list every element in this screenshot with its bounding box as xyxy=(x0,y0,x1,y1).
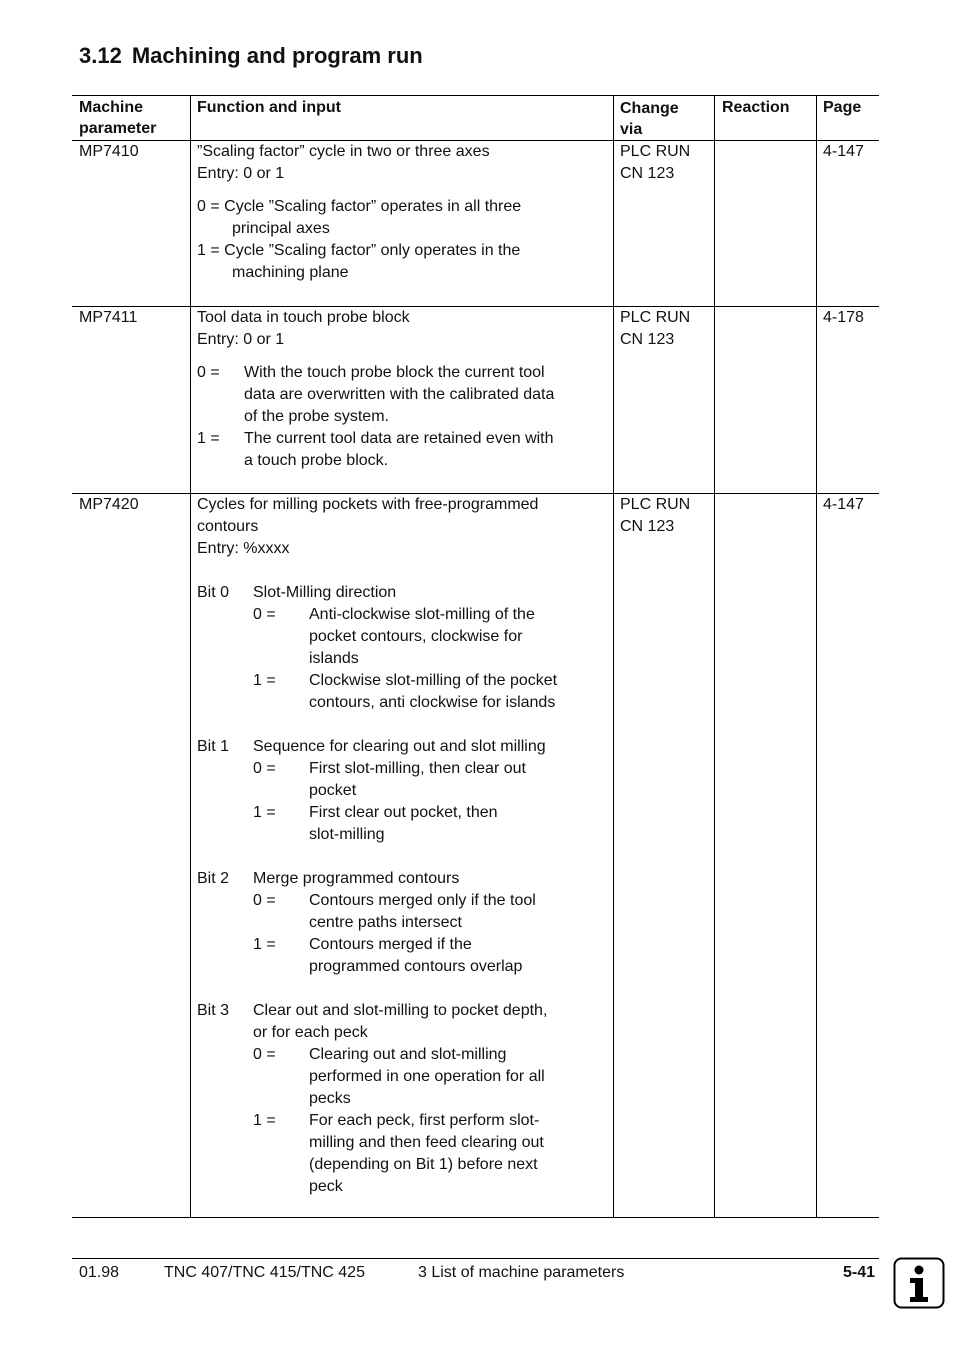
option-key: 1 = xyxy=(253,672,276,689)
column-divider xyxy=(190,95,191,1218)
bit-description: Merge programmed contours xyxy=(253,870,460,887)
column-divider xyxy=(816,95,817,1218)
header-machine-parameter xyxy=(79,97,156,139)
option-line: of the probe system. xyxy=(244,408,389,425)
option-desc xyxy=(309,934,522,978)
option-line: data are overwritten with the calibrated data xyxy=(244,386,555,403)
footer-model: TNC 407/TNC 415/TNC 425 xyxy=(164,1264,365,1281)
option-line: pocket contours, clockwise for xyxy=(309,628,523,645)
option-line: islands xyxy=(309,650,359,667)
option-line: a touch probe block. xyxy=(244,452,389,469)
option-key: 0 = xyxy=(253,1046,276,1063)
function-entry: Entry: 0 or 1 xyxy=(197,165,285,182)
option-line: contours, anti clockwise for islands xyxy=(309,694,556,711)
column-divider xyxy=(613,95,614,1218)
bit-description: Slot-Milling direction xyxy=(253,584,397,601)
change-via-cell xyxy=(620,141,690,185)
bit-label: Bit 0 xyxy=(197,584,230,601)
option-desc xyxy=(309,1110,544,1198)
column-divider xyxy=(714,95,715,1218)
bit-body xyxy=(253,1000,547,1198)
bit-body xyxy=(253,736,546,846)
change-line: PLC RUN xyxy=(620,143,691,160)
param-id: MP7420 xyxy=(79,496,139,513)
header-reaction: Reaction xyxy=(722,99,790,116)
change-line: CN 123 xyxy=(620,518,675,535)
page-ref: 4-147 xyxy=(823,496,864,513)
bit-block xyxy=(197,1000,607,1198)
option-desc xyxy=(244,362,554,428)
bit-label: Bit 2 xyxy=(197,870,230,887)
option-key: 1 = xyxy=(253,1112,276,1129)
option-row xyxy=(253,890,536,934)
option-row xyxy=(253,802,546,846)
option-row xyxy=(253,934,536,978)
function-cell xyxy=(197,307,607,472)
option-text: machining plane xyxy=(232,264,349,281)
bit-description: Sequence for clearing out and slot milling xyxy=(253,738,546,755)
option-desc xyxy=(309,890,536,934)
header-change-via xyxy=(620,98,679,140)
option-line: pecks xyxy=(309,1090,351,1107)
footer-rule xyxy=(72,1258,879,1259)
footer-date: 01.98 xyxy=(79,1264,120,1281)
function-title: ”Scaling factor” cycle in two or three axes xyxy=(197,143,490,160)
option-key: 0 = xyxy=(197,364,220,381)
page-ref: 4-178 xyxy=(823,309,864,326)
function-entry: Entry: 0 or 1 xyxy=(197,331,285,348)
bit-body xyxy=(253,582,557,714)
option-row xyxy=(253,604,557,670)
bit-description: Clear out and slot-milling to pocket depth, xyxy=(253,1002,548,1019)
option-desc xyxy=(309,1044,545,1110)
page-title xyxy=(79,43,423,69)
footer-chapter: 3 List of machine parameters xyxy=(418,1264,625,1281)
header-function: Function and input xyxy=(197,99,341,116)
header-text: parameter xyxy=(79,120,157,137)
option-key: 1 = xyxy=(253,936,276,953)
option-line: First slot-milling, then clear out xyxy=(309,760,526,777)
option-line: performed in one operation for all xyxy=(309,1068,545,1085)
change-line: PLC RUN xyxy=(620,496,691,513)
option-key: 1 = xyxy=(253,804,276,821)
bit-block xyxy=(197,582,607,714)
parameter-table xyxy=(72,95,879,1218)
page-ref: 4-147 xyxy=(823,143,864,160)
function-title: contours xyxy=(197,518,259,535)
option-line: Clockwise slot-milling of the pocket xyxy=(309,672,558,689)
option-key: 0 = xyxy=(253,892,276,909)
table-top-rule xyxy=(72,95,879,96)
change-line: CN 123 xyxy=(620,165,675,182)
option-desc xyxy=(309,758,526,802)
option-line: For each peck, first perform slot- xyxy=(309,1112,540,1129)
function-cell xyxy=(197,494,607,1198)
option-line: peck xyxy=(309,1178,343,1195)
footer-page-number: 5-41 xyxy=(843,1264,876,1281)
change-line: PLC RUN xyxy=(620,309,691,326)
section-title: Machining and program run xyxy=(131,43,423,68)
option-line: (depending on Bit 1) before next xyxy=(309,1156,538,1173)
bit-label: Bit 1 xyxy=(197,738,230,755)
section-number: 3.12 xyxy=(79,43,122,68)
option-key: 1 = xyxy=(197,430,220,447)
option-line: Anti-clockwise slot-milling of the xyxy=(309,606,535,623)
option-desc xyxy=(309,670,557,714)
change-via-cell xyxy=(620,307,690,351)
param-id: MP7411 xyxy=(79,309,138,326)
table-bottom-rule xyxy=(72,1217,879,1218)
option-line: The current tool data are retained even with xyxy=(244,430,554,447)
option-key: 0 = xyxy=(253,760,276,777)
change-via-cell xyxy=(620,494,690,538)
option-row xyxy=(253,758,546,802)
option-line: With the touch probe block the current tool xyxy=(244,364,545,381)
info-icon xyxy=(893,1257,945,1309)
option-row xyxy=(197,428,607,472)
change-line: CN 123 xyxy=(620,331,675,348)
option-line: First clear out pocket, then xyxy=(309,804,498,821)
function-entry: Entry: %xxxx xyxy=(197,540,290,557)
header-text: via xyxy=(620,121,643,138)
option-line: Clearing out and slot-milling xyxy=(309,1046,507,1063)
option-text: 1 = Cycle ”Scaling factor” only operates in the xyxy=(197,242,521,259)
option-desc xyxy=(244,428,554,472)
header-page: Page xyxy=(823,99,862,116)
option-line: centre paths intersect xyxy=(309,914,462,931)
option-key: 0 = xyxy=(253,606,276,623)
bit-block xyxy=(197,868,607,978)
function-cell xyxy=(197,141,607,284)
param-id: MP7410 xyxy=(79,143,139,160)
bit-label: Bit 3 xyxy=(197,1002,230,1019)
option-line: milling and then feed clearing out xyxy=(309,1134,544,1151)
option-line: slot-milling xyxy=(309,826,385,843)
option-line: pocket xyxy=(309,782,357,799)
option-row xyxy=(253,1044,547,1110)
header-text: Machine xyxy=(79,99,144,116)
option-row xyxy=(253,670,557,714)
bit-block xyxy=(197,736,607,846)
function-title: Tool data in touch probe block xyxy=(197,309,410,326)
header-text: Change xyxy=(620,100,679,117)
option-text: principal axes xyxy=(232,220,330,237)
option-text: 0 = Cycle ”Scaling factor” operates in all three xyxy=(197,198,522,215)
option-desc xyxy=(309,802,498,846)
function-title: Cycles for milling pockets with free-programmed xyxy=(197,496,539,513)
option-line: Contours merged if the xyxy=(309,936,472,953)
bit-body xyxy=(253,868,536,978)
bit-description: or for each peck xyxy=(253,1024,368,1041)
option-row xyxy=(253,1110,547,1198)
option-desc xyxy=(309,604,535,670)
option-line: programmed contours overlap xyxy=(309,958,523,975)
option-line: Contours merged only if the tool xyxy=(309,892,536,909)
option-row xyxy=(197,362,607,428)
